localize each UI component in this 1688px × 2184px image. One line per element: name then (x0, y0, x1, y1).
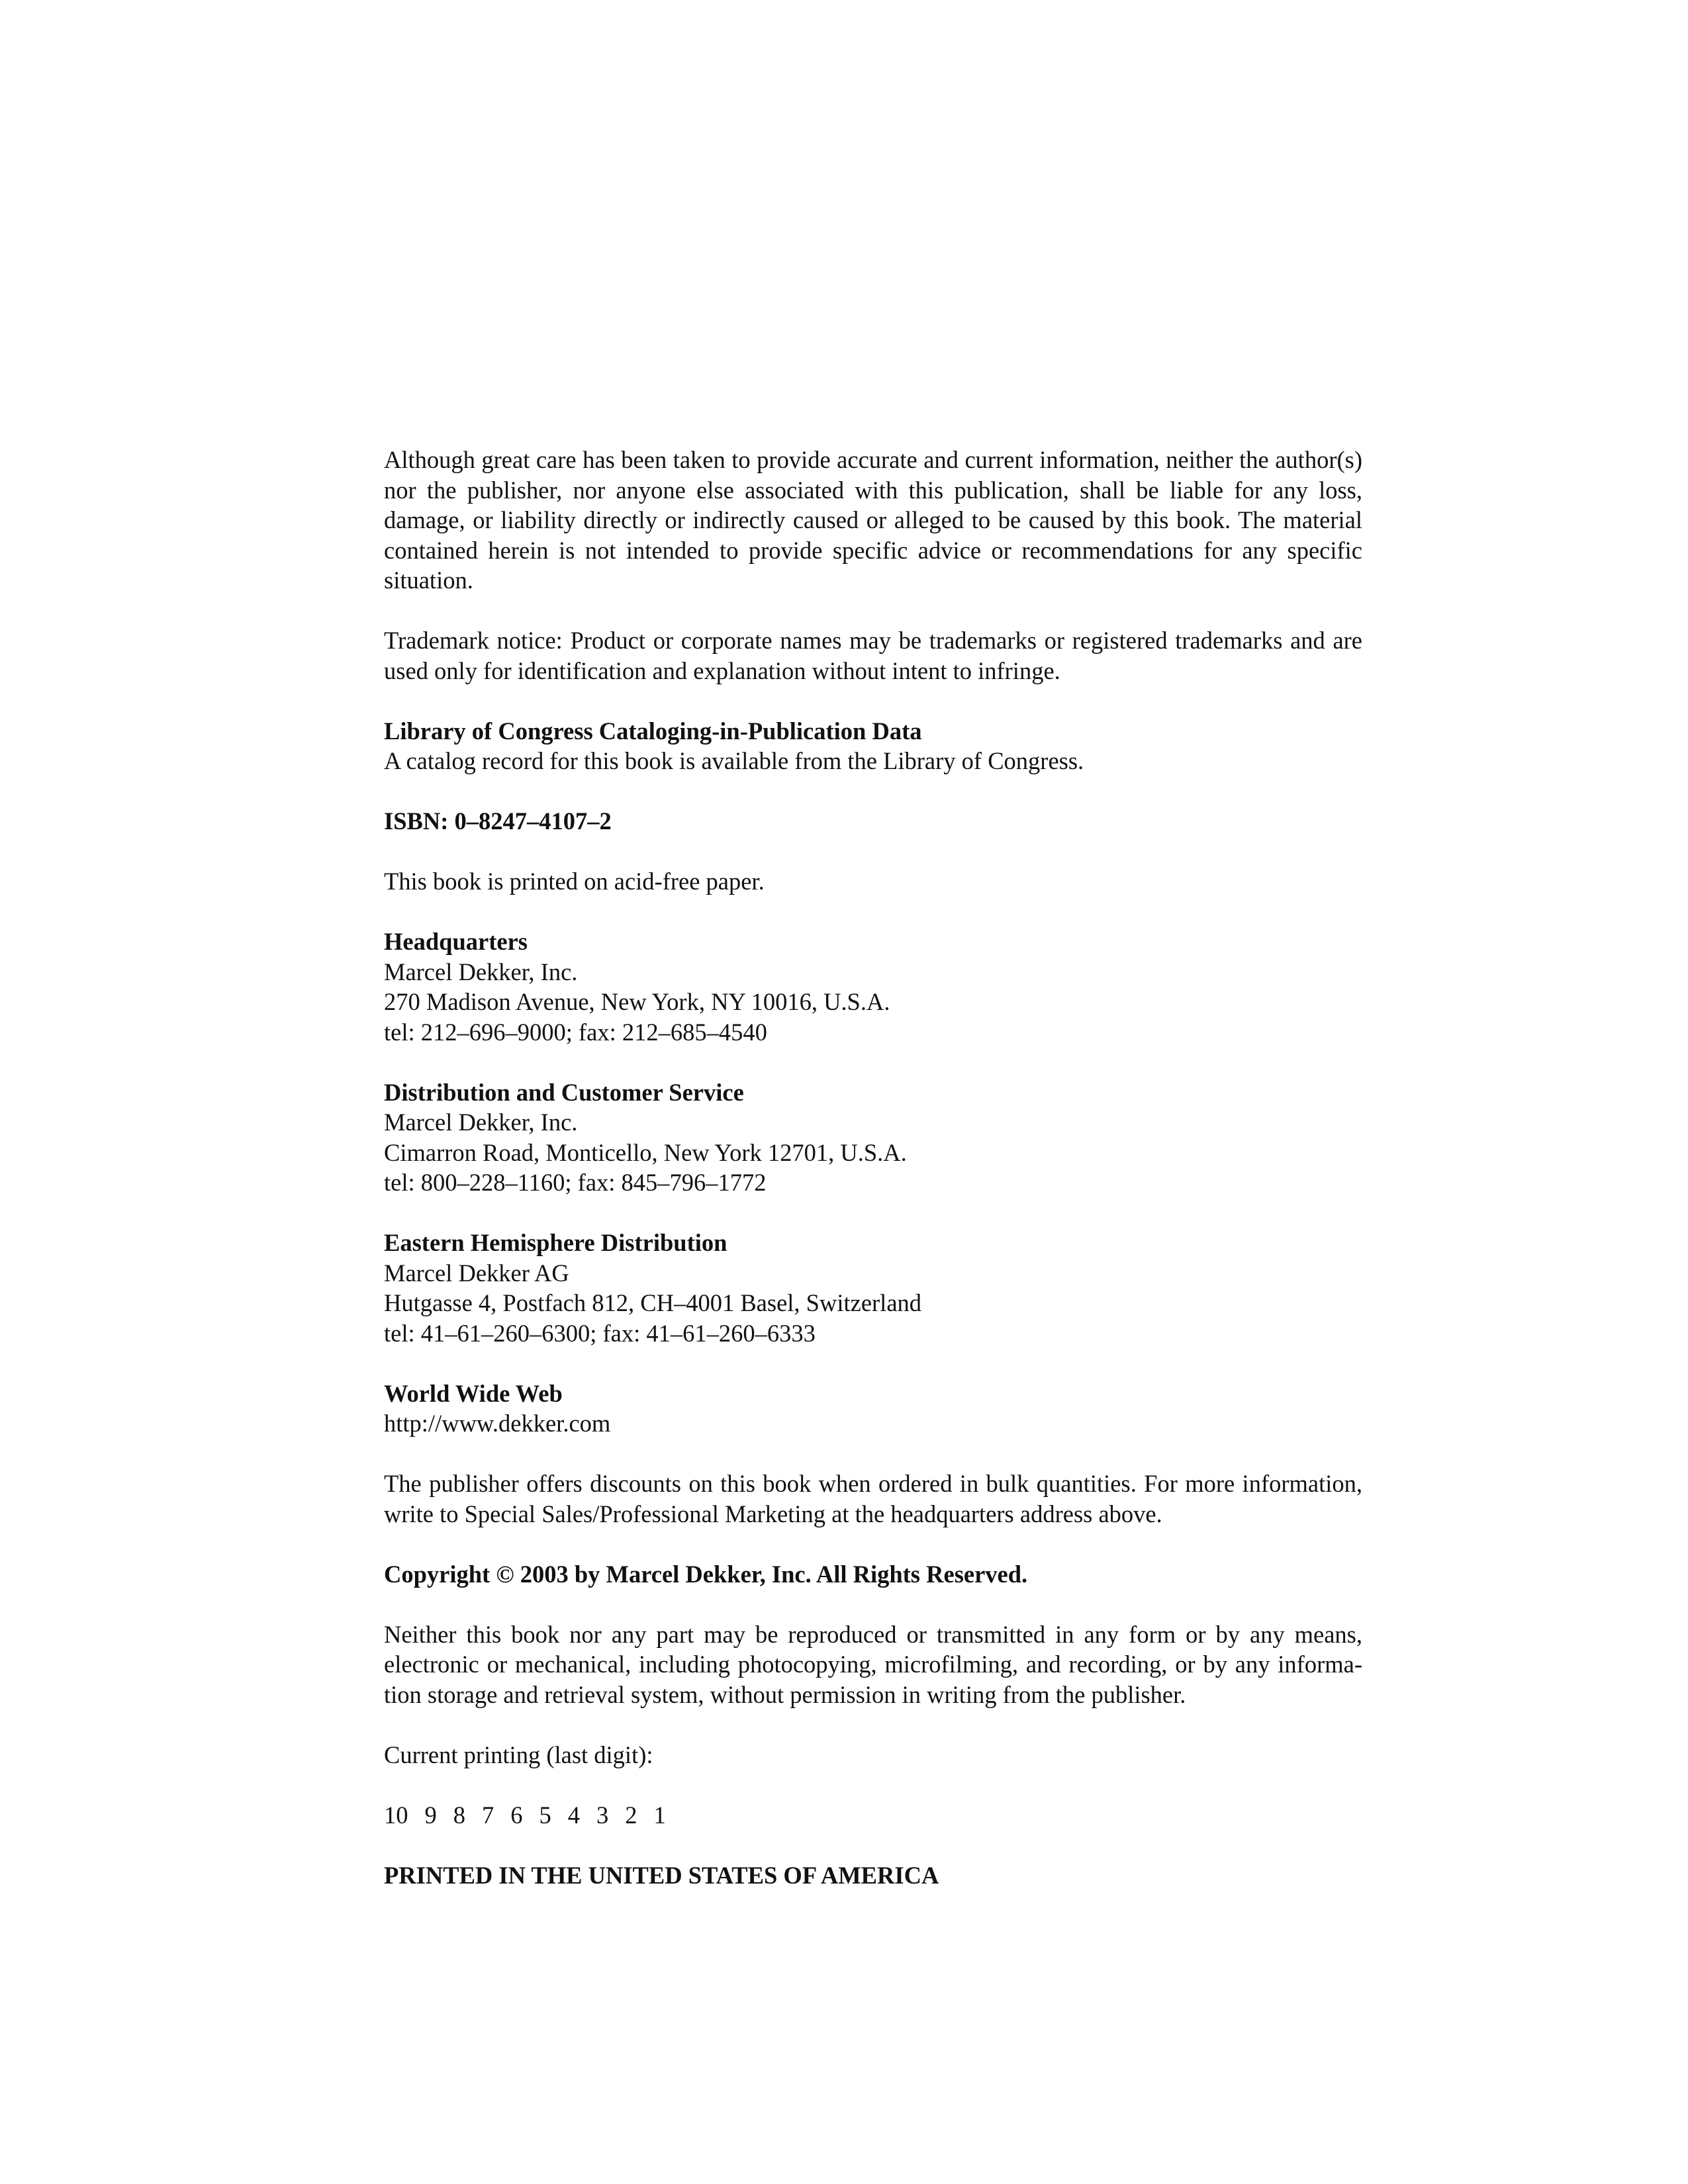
web-url: http://www.dekker.com (384, 1410, 611, 1437)
cataloging-section (384, 716, 1362, 776)
eastern-phone: tel: 41–61–260–6300; fax: 41–61–260–6333 (384, 1319, 816, 1347)
headquarters-section (384, 927, 1362, 1047)
printing-digit: 10 (384, 1801, 408, 1829)
distribution-company: Marcel Dekker, Inc. (384, 1109, 578, 1136)
disclaimer-paragraph: Although great care has been taken to provide accurate and current information, neither the author(s) nor the publisher, nor anyone else associated with this publication, shall be liable for any loss, damage, or liability directly or indirectly caused or alleged to be caused by this book. The material contained herein is not intended to provide specific advice or recommendations for any specific situation. (384, 446, 1362, 594)
cataloging-text: A catalog record for this book is available from the Library of Congress. (384, 747, 1084, 774)
copyright-line: Copyright © 2003 by Marcel Dekker, Inc. All Rights Reserved. (384, 1560, 1028, 1588)
distribution-phone: tel: 800–228–1160; fax: 845–796–1772 (384, 1169, 767, 1196)
printing-digit: 9 (424, 1801, 437, 1829)
acid-free-paper-note: This book is printed on acid-free paper. (384, 868, 765, 895)
headquarters-company: Marcel Dekker, Inc. (384, 958, 578, 985)
trademark-notice: Trademark notice: Product or corporate names may be trademarks or registered trademarks and are used only for identification and explanation without intent to infringe. (384, 627, 1362, 684)
printing-digits (384, 1800, 1362, 1831)
copyright-page-text (384, 445, 1362, 1890)
printing-digit: 4 (567, 1801, 580, 1829)
distribution-heading: Distribution and Customer Service (384, 1078, 744, 1106)
printing-digit: 6 (510, 1801, 523, 1829)
printing-digit: 8 (453, 1801, 465, 1829)
current-printing-label: Current printing (last digit): (384, 1741, 653, 1768)
printing-digit: 7 (482, 1801, 494, 1829)
headquarters-heading: Headquarters (384, 928, 528, 955)
printing-digit: 3 (596, 1801, 609, 1829)
printing-digit: 2 (625, 1801, 637, 1829)
printing-digit: 1 (653, 1801, 666, 1829)
isbn-line: ISBN: 0–8247–4107–2 (384, 807, 612, 835)
distribution-section (384, 1077, 1362, 1198)
printing-digit: 5 (539, 1801, 551, 1829)
headquarters-address: 270 Madison Avenue, New York, NY 10016, U.S.A. (384, 988, 890, 1015)
printed-in-usa-line: PRINTED IN THE UNITED STATES OF AMERICA (384, 1861, 939, 1889)
distribution-address: Cimarron Road, Monticello, New York 12701, U.S.A. (384, 1138, 907, 1166)
web-heading: World Wide Web (384, 1379, 563, 1407)
headquarters-phone: tel: 212–696–9000; fax: 212–685–4540 (384, 1018, 767, 1046)
world-wide-web-section (384, 1379, 1362, 1439)
eastern-hemisphere-section (384, 1228, 1362, 1348)
cataloging-heading: Library of Congress Cataloging-in-Publication Data (384, 717, 922, 745)
eastern-company: Marcel Dekker AG (384, 1259, 569, 1287)
bulk-discount-paragraph: The publisher offers discounts on this book when ordered in bulk quantities. For more information, write to Special Sales/Professional Marketing at the headquarters address above. (384, 1470, 1362, 1527)
rights-paragraph: Neither this book nor any part may be reproduced or transmitted in any form or by any means, electronic or mechanical, including photocopying, microfilming, and recording, or by any informa- tion storage and retrieval system, without permission in writing from the publisher. (384, 1620, 1362, 1708)
eastern-heading: Eastern Hemisphere Distribution (384, 1229, 727, 1256)
eastern-address: Hutgasse 4, Postfach 812, CH–4001 Basel, Switzerland (384, 1289, 922, 1316)
